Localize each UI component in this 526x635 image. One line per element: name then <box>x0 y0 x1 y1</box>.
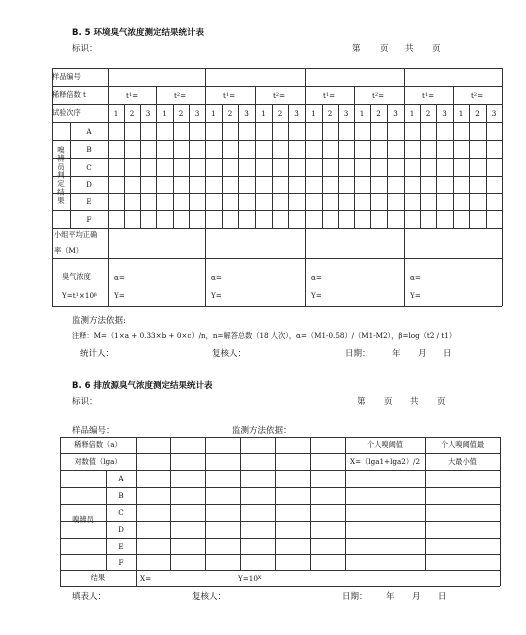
b6-max-min-1: 个人嗅阈值最 <box>440 440 485 449</box>
b5-trial-number-14: 3 <box>343 108 349 118</box>
b5-vline-sub-20 <box>436 104 437 228</box>
b5-trial-number-18: 1 <box>409 108 415 118</box>
b5-trial-number-11: 3 <box>294 108 299 118</box>
b6-vline-col-0 <box>170 437 171 570</box>
b5-date-label: 日期： <box>345 349 371 359</box>
b5-date-month: 月 <box>418 349 427 359</box>
b6-vline-label <box>136 437 137 586</box>
b6-log-label: 对数值（lga） <box>74 456 122 466</box>
b5-group-avg-2: 率（M） <box>54 246 83 255</box>
b6-result-label: 结果 <box>90 573 106 582</box>
b5-stat-person: 统计人： <box>80 349 115 359</box>
b5-vline-sub-10 <box>272 104 273 228</box>
b5-panelist-F: F <box>86 214 92 224</box>
b5-vline-sub-7 <box>222 104 223 228</box>
b5-vline-sub-8 <box>238 104 239 228</box>
b5-y-2: Y= <box>311 290 322 300</box>
b5-alpha-2: α= <box>311 272 322 282</box>
b5-hline-11 <box>52 306 502 307</box>
b5-vline-sub-3 <box>156 104 157 228</box>
b5-trial-number-13: 2 <box>327 108 333 118</box>
b5-hline-9 <box>52 228 502 229</box>
b5-page-3: 共 <box>405 44 414 54</box>
b6-individual-threshold: 个人嗅阈值 <box>367 440 403 449</box>
b5-vline-sub-6 <box>205 104 206 228</box>
b6-mark-label: 标识： <box>72 397 98 407</box>
b6-x-label: X= <box>140 573 152 583</box>
b5-y-1: Y= <box>211 290 222 300</box>
b5-panel-label <box>52 122 70 228</box>
b5-group-avg-1: 小组平均正确 <box>54 230 98 239</box>
b5-panel-label-text: 嗅辨员判定结果 <box>56 145 66 205</box>
b5-vline-sub-16 <box>370 104 371 228</box>
b5-panelist-B: B <box>86 144 92 154</box>
b6-panelist-D: D <box>118 525 124 534</box>
b5-page-1: 第 <box>352 44 361 54</box>
b6-date-label: 日期： <box>342 592 368 602</box>
b6-page-4: 页 <box>437 397 446 407</box>
b6-vline-right <box>500 437 501 586</box>
b5-odor-2: Y=t 1 ×10 β <box>62 290 97 300</box>
b5-y-3: Y= <box>410 290 421 300</box>
b6-page-1: 第 <box>357 397 366 407</box>
b6-individual-formula: X=（lga1+lga2）/2 <box>349 456 421 466</box>
b6-vline-col-4 <box>310 437 311 570</box>
b5-hline-0 <box>52 68 502 69</box>
b6-max-min-2: 大最小值 <box>448 456 477 466</box>
b5-trial-number-7: 2 <box>227 108 233 118</box>
b5-y-0: Y= <box>114 290 125 300</box>
b5-trial-number-15: 1 <box>359 108 365 118</box>
b6-y-label: Y=10 X <box>238 573 262 583</box>
b6-date-month: 月 <box>412 592 421 602</box>
b5-panelist-D: D <box>86 180 92 189</box>
b6-vline-col-2 <box>240 437 241 570</box>
b5-hline-6 <box>52 176 502 177</box>
b6-panel-label: 嗅辨员 <box>72 515 94 524</box>
b5-vline-sub-2 <box>140 104 141 228</box>
b5-trial-number-6: 1 <box>211 108 216 118</box>
b5-note: 注释：M=（1×a + 0.33×b + 0×c）/n，n=解答总数（18 人次），α=（M1-0.58）/（M1-M2），β=log（t2 / t1） <box>72 331 457 340</box>
b5-dilution-3: t 2 = <box>273 90 286 100</box>
b5-dilution-4: t 1 = <box>323 90 336 100</box>
b5-vline-sub-12 <box>305 104 306 228</box>
b5-hline-3 <box>52 122 502 123</box>
b5-alpha-1: α= <box>211 272 222 282</box>
b5-trial-number-10: 2 <box>277 108 283 118</box>
b6-hline-9 <box>60 586 500 587</box>
b5-mark-label: 标识： <box>72 44 98 54</box>
b5-hline-10 <box>52 258 502 259</box>
b6-reviewer: 复核人： <box>192 592 227 602</box>
b6-vline-col-3 <box>275 437 276 570</box>
b5-trial-number-8: 3 <box>244 108 249 118</box>
b5-method-basis: 监测方法依据: <box>72 316 126 326</box>
b5-vline-sub-23 <box>486 104 487 228</box>
b5-trial-number-17: 3 <box>393 108 398 118</box>
b5-trial-number-12: 1 <box>311 108 316 118</box>
b5-vline-sub-4 <box>173 104 174 228</box>
b6-panelist-E: E <box>118 541 124 551</box>
b5-trial-number-22: 2 <box>475 108 480 118</box>
b5-vline-sub-22 <box>469 104 470 228</box>
b5-panelist-C: C <box>86 162 92 172</box>
b6-date-year: 年 <box>386 592 395 602</box>
b5-vline-sub-19 <box>420 104 421 228</box>
b5-reviewer: 复核人： <box>212 349 247 359</box>
b6-title: B. 6 排放源臭气浓度测定结果统计表 <box>72 381 213 391</box>
b5-sample-no-label: 样品编号 <box>52 72 81 81</box>
b5-title: B. 5 环境臭气浓度测定结果统计表 <box>72 28 205 38</box>
b6-panelist-F: F <box>118 557 124 567</box>
b5-trial-number-23: 3 <box>491 108 497 118</box>
b6-panelist-C: C <box>118 508 124 517</box>
b6-panelist-A: A <box>118 474 124 483</box>
b6-dilution-label: 稀释倍数（a） <box>74 440 122 449</box>
b6-page-3: 共 <box>410 397 419 407</box>
b6-page-2: 页 <box>384 397 393 407</box>
b5-dilution-2: t 1 = <box>223 90 236 100</box>
b5-trial-order-label: 试验次序 <box>52 108 81 117</box>
b5-panelist-E: E <box>86 197 92 206</box>
b5-dilution-1: t 2 = <box>174 90 187 100</box>
b5-vline-sub-1 <box>124 104 125 228</box>
b5-vline-sub-0 <box>108 104 109 228</box>
b5-alpha-3: α= <box>410 272 421 282</box>
b5-hline-7 <box>52 193 502 194</box>
b5-trial-number-16: 2 <box>376 108 381 118</box>
b5-hline-5 <box>52 158 502 159</box>
b5-date-day: 日 <box>443 349 452 359</box>
b5-trial-number-19: 2 <box>425 108 431 118</box>
b5-dilution-label: 稀释倍数 t <box>52 90 86 99</box>
b5-vline-sub-18 <box>404 104 405 228</box>
b5-trial-number-5: 3 <box>194 108 200 118</box>
b5-odor-1: 臭气浓度 <box>62 272 91 281</box>
b5-trial-number-20: 3 <box>442 108 447 118</box>
b6-filler: 填表人： <box>72 592 107 602</box>
b5-vline-sub-5 <box>189 104 190 228</box>
b5-trial-number-0: 1 <box>113 108 119 118</box>
b5-vline-sub-13 <box>322 104 323 228</box>
b5-vline-sub-17 <box>387 104 388 228</box>
b5-hline-4 <box>52 140 502 141</box>
b5-trial-number-3: 1 <box>162 108 167 118</box>
b5-page-4: 页 <box>432 44 441 54</box>
b6-method-basis: 监测方法依据： <box>232 426 292 436</box>
b5-panelist-A: A <box>86 126 92 136</box>
b5-vline-sub-24 <box>502 104 503 228</box>
b5-date-year: 年 <box>392 349 401 359</box>
b5-trial-number-2: 3 <box>145 108 151 118</box>
b5-dilution-5: t 2 = <box>372 90 385 100</box>
b6-date-day: 日 <box>438 592 447 602</box>
b6-panelist-B: B <box>118 491 124 500</box>
b6-sample-no: 样品编号： <box>72 426 115 436</box>
b5-vline-sub-14 <box>338 104 339 228</box>
b5-vline-sub-9 <box>255 104 256 228</box>
b5-trial-number-1: 2 <box>129 108 135 118</box>
b5-trial-number-9: 1 <box>261 108 266 118</box>
b5-vline-sub-21 <box>453 104 454 228</box>
b6-vline-col-1 <box>205 437 206 570</box>
b5-dilution-0: t 1 = <box>126 90 139 100</box>
b5-dilution-6: t 1 = <box>422 90 435 100</box>
b5-page-2: 页 <box>380 44 389 54</box>
b5-vline-sub-15 <box>354 104 355 228</box>
b5-hline-8 <box>52 210 502 211</box>
b5-vline-sub-11 <box>288 104 289 228</box>
b5-alpha-0: α= <box>114 272 125 282</box>
b5-trial-number-21: 1 <box>458 108 464 118</box>
b5-dilution-7: t 2 = <box>471 90 484 100</box>
b5-trial-number-4: 2 <box>178 108 184 118</box>
